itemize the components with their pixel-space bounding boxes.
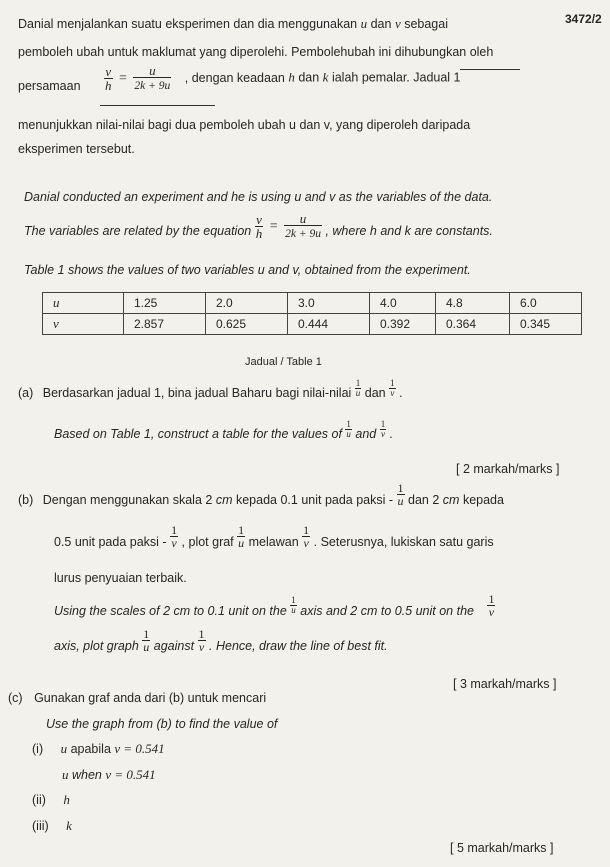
intro-en-line-3: Table 1 shows the values of two variables u and v, obtained from the experiment. — [24, 263, 471, 277]
question-b-ms-line-2: 0.5 unit pada paksi - $\frac{1}{v}$ , plot graf $\frac{1}{u}$ melawan $\frac{1}{v}$ . Seterusnya, lukiskan satu garis — [54, 523, 494, 550]
question-b-en-line-1: Using the scales of 2 cm to 0.1 unit on the $\frac{1}{u}$ axis and 2 cm to 0.5 unit on the $\frac{1}{v}$ — [54, 592, 495, 619]
table-cell: 3.0 — [288, 293, 370, 314]
table-cell: 2.0 — [206, 293, 288, 314]
table-row-u — [43, 293, 582, 314]
question-c-iii: (iii) k — [32, 818, 72, 833]
question-b-ms-line-1: (b) Dengan menggunakan skala 2 cm kepada 0.1 unit pada paksi - $\frac{1}{u}$ dan 2 cm kepada — [18, 481, 504, 508]
table-cell: 2.857 — [124, 314, 206, 335]
table-cell: 0.364 — [436, 314, 510, 335]
question-c-ms: (c) Gunakan graf anda dari (b) untuk mencari — [8, 691, 267, 705]
table-cell: 4.8 — [436, 293, 510, 314]
underline-mark — [100, 105, 215, 106]
intro-ms-line-2: pemboleh ubah untuk maklumat yang diperolehi. Pembolehubah ini dihubungkan oleh — [18, 45, 494, 59]
intro-ms-line-4: menunjukkan nilai-nilai bagi dua pemboleh ubah u dan v, yang diperoleh daripada — [18, 118, 471, 132]
table-row-v — [43, 314, 582, 335]
table-cell: 0.345 — [510, 314, 582, 335]
question-c-ii: (ii) h — [32, 792, 70, 807]
table-cell: 1.25 — [124, 293, 206, 314]
paper-code: 3472/2 — [565, 12, 602, 26]
intro-en-line-2: The variables are related by the equation $\frac{v}{h}$ = $\frac{u}{2k + 9u}$ , where h and k are constants. — [24, 211, 493, 241]
question-b-en-line-2: axis, plot graph $\frac{1}{u}$ against $\frac{1}{v}$ . Hence, draw the line of best fit. — [54, 627, 388, 654]
question-c-en: Use the graph from (b) to find the value of — [46, 717, 278, 731]
question-a-marks: [ 2 markah/marks ] — [456, 462, 560, 476]
question-b-ms-line-3: lurus penyuaian terbaik. — [54, 571, 187, 585]
underline-mark — [460, 69, 520, 70]
question-c-marks: [ 5 markah/marks ] — [450, 841, 554, 855]
question-a-ms: (a) Berdasarkan jadual 1, bina jadual Baharu bagi nilai-nilai $\frac{1}{u}$ dan $\frac{1}{v}$ . — [18, 378, 403, 400]
data-table — [42, 292, 582, 335]
table-row-label: v — [43, 314, 124, 335]
table-cell: 4.0 — [370, 293, 436, 314]
question-a-en: Based on Table 1, construct a table for the values of $\frac{1}{u}$ and $\frac{1}{v}$ . — [54, 419, 394, 441]
table-cell: 0.444 — [288, 314, 370, 335]
table-cell: 6.0 — [510, 293, 582, 314]
question-c-i-ms: (i) u apabila v = 0.541 — [32, 741, 165, 756]
question-c-i-en: u when v = 0.541 — [62, 767, 156, 782]
intro-en-line-1: Danial conducted an experiment and he is using u and v as the variables of the data. — [24, 190, 493, 204]
intro-ms-line-3: persamaan $\frac{v}{h}$ = $\frac{u}{2k + 9u}$ , dengan keadaan h dan k ialah pemalar. Jadual 1 — [18, 63, 461, 93]
question-b-marks: [ 3 markah/marks ] — [453, 677, 557, 691]
table-caption: Jadual / Table 1 — [245, 356, 322, 368]
table-cell: 0.625 — [206, 314, 288, 335]
table-cell: 0.392 — [370, 314, 436, 335]
table-row-label: u — [43, 293, 124, 314]
intro-ms-line-1: Danial menjalankan suatu eksperimen dan dia menggunakan u dan v sebagai — [18, 16, 448, 31]
intro-ms-line-5: eksperimen tersebut. — [18, 142, 135, 156]
